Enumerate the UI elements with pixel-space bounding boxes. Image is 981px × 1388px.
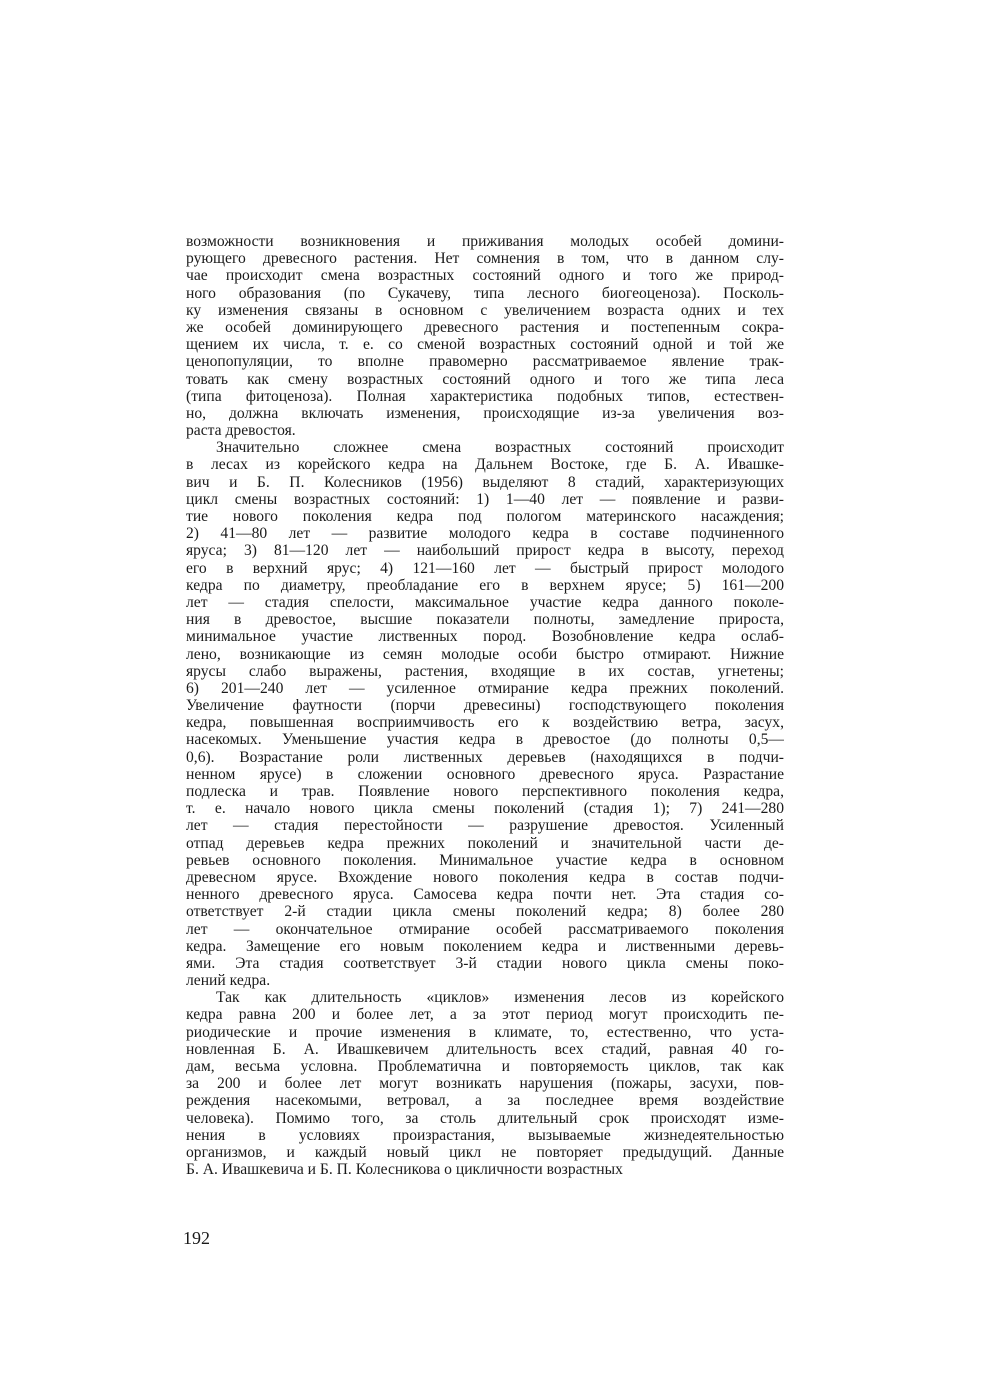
text-line: 0,6). Возрастание роли лиственных деревьев (находящихся в подчи- <box>186 748 784 766</box>
body-text <box>186 233 784 1178</box>
text-line: за 200 и более лет могут возникать нарушения (пожары, засухи, пов- <box>186 1075 784 1093</box>
text-line: новленная Б. А. Ивашкевичем длительность всех стадий, равная 40 го- <box>186 1040 784 1058</box>
text-line: Б. А. Ивашкевича и Б. П. Колесникова о цикличности возрастных <box>186 1161 623 1179</box>
text-line: подлеска и трав. Появление нового перспективного поколения кедра, <box>186 783 784 800</box>
text-line: тие нового поколения кедра под пологом материнского насаждения; <box>186 508 784 525</box>
text-line: риодические и прочие изменения в климате, то, естественно, что уста- <box>186 1023 784 1041</box>
text-line: ответствует 2-й стадии цикла смены поколений кедра; 8) более 280 <box>186 903 784 921</box>
text-line: лено, возникающие из семян молодые особи быстро отмирают. Нижние <box>186 645 784 663</box>
text-line: ненном ярусе) в сложении основного древесного яруса. Разрастание <box>186 765 784 783</box>
text-line: его в верхний ярус; 4) 121—160 лет — быстрый прирост молодого <box>186 559 784 577</box>
text-line: цикл смены возрастных состояний: 1) 1—40 лет — появление и разви- <box>186 490 784 508</box>
text-line: человека). Помимо того, за столь длительный срок происходят изме- <box>186 1109 784 1127</box>
text-line: 2) 41—80 лет — развитие молодого кедра в составе подчиненного <box>186 525 784 543</box>
text-line: щением их числа, т. е. со сменой возрастных состояний одной и той же <box>186 336 784 354</box>
text-line: ценопопуляции, то вполне правомерно рассматриваемое явление трак- <box>186 353 784 371</box>
text-line: минимальное участие лиственных пород. Возобновление кедра ослаб- <box>186 628 784 646</box>
text-line: но, должна включать изменения, происходящие из-за увеличения воз- <box>186 404 784 422</box>
text-line: в лесах из корейского кедра на Дальнем Востоке, где Б. А. Ивашке- <box>186 456 784 474</box>
text-line: ревьев основного поколения. Минимальное участие кедра в основном <box>186 851 784 869</box>
text-line: отпад деревьев кедра прежних поколений и значительной части де- <box>186 834 784 852</box>
text-line: ярусы слабо выражены, растения, входящие в их состав, угнетены; <box>186 662 784 680</box>
text-line: ния в древостое, высшие показатели полноты, замедление прироста, <box>186 611 784 629</box>
text-line: вич и Б. П. Колесников (1956) выделяют 8 стадий, характеризующих <box>186 473 784 491</box>
text-line: Так как длительность «циклов» изменения лесов из корейского <box>216 989 784 1007</box>
text-line: раста древостоя. <box>186 422 296 440</box>
text-line: т. е. начало нового цикла смены поколений (стадия 1); 7) 241—280 <box>186 800 784 818</box>
text-line: организмов, и каждый новый цикл не повторяет предыдущий. Данные <box>186 1143 784 1161</box>
text-line: кедра. Замещение его новым поколением кедра и лиственными деревь- <box>186 937 784 955</box>
text-line: Значительно сложнее смена возрастных состояний происходит <box>216 439 784 457</box>
text-line: 6) 201—240 лет — усиленное отмирание кедра прежних поколений. <box>186 679 784 697</box>
text-line: ку изменения связаны в основном с увеличением возраста одних и тех <box>186 301 784 319</box>
text-line: лет — стадия перестойности — разрушение древостоя. Усиленный <box>186 817 784 835</box>
text-line: яруса; 3) 81—120 лет — наибольший прирост кедра в высоту, переход <box>186 542 784 560</box>
text-line: рующего древесного растения. Нет сомнения в том, что в данном слу- <box>186 250 784 268</box>
text-line: кедра по диаметру, преобладание его в верхнем ярусе; 5) 161—200 <box>186 576 784 594</box>
text-line: кедра равна 200 и более лет, а за этот период могут происходить пе- <box>186 1006 784 1024</box>
text-line: чае происходит смена возрастных состояний одного и того же природ- <box>186 267 784 285</box>
text-line: лений кедра. <box>186 972 271 990</box>
text-line: нения в условиях произрастания, вызываемые жизнедеятельностью <box>186 1126 784 1144</box>
text-line: ного образования (по Сукачеву, типа лесного биогеоценоза). Посколь- <box>186 284 784 302</box>
paragraph <box>186 439 784 989</box>
text-line: ненного древесного яруса. Самосева кедра почти нет. Эта стадия со- <box>186 886 784 904</box>
paragraph <box>186 233 784 439</box>
text-line: реждения насекомыми, ветровал, а за последнее время воздействие <box>186 1092 784 1110</box>
text-line: лет — стадия спелости, максимальное участие кедра данного поколе- <box>186 593 784 611</box>
text-line: лет — окончательное отмирание особей рассматриваемого поколения <box>186 920 784 938</box>
text-line: возможности возникновения и приживания молодых особей домини- <box>186 233 784 250</box>
text-line: товать как смену возрастных состояний одного и того же типа леса <box>186 370 784 388</box>
text-line: насекомых. Уменьшение участия кедра в древостое (до полноты 0,5— <box>186 731 784 749</box>
text-line: Увеличение фаутности (порчи древесины) господствующего поколения <box>186 697 784 715</box>
text-line: же особей доминирующего древесного растения и постепенным сокра- <box>186 318 784 336</box>
page-number: 192 <box>183 1228 210 1248</box>
text-line: (типа фитоценоза). Полная характеристика подобных типов, естествен- <box>186 387 784 405</box>
text-line: древесном ярусе. Вхождение нового поколения кедра в состав подчи- <box>186 868 784 886</box>
text-line: дам, весьма условна. Проблематична и повторяемость циклов, так как <box>186 1058 784 1075</box>
text-line: кедра, повышенная восприимчивость его к воздействию ветра, засух, <box>186 714 784 732</box>
paragraph <box>186 989 784 1178</box>
text-line: ями. Эта стадия соответствует 3-й стадии нового цикла смены поко- <box>186 954 784 972</box>
